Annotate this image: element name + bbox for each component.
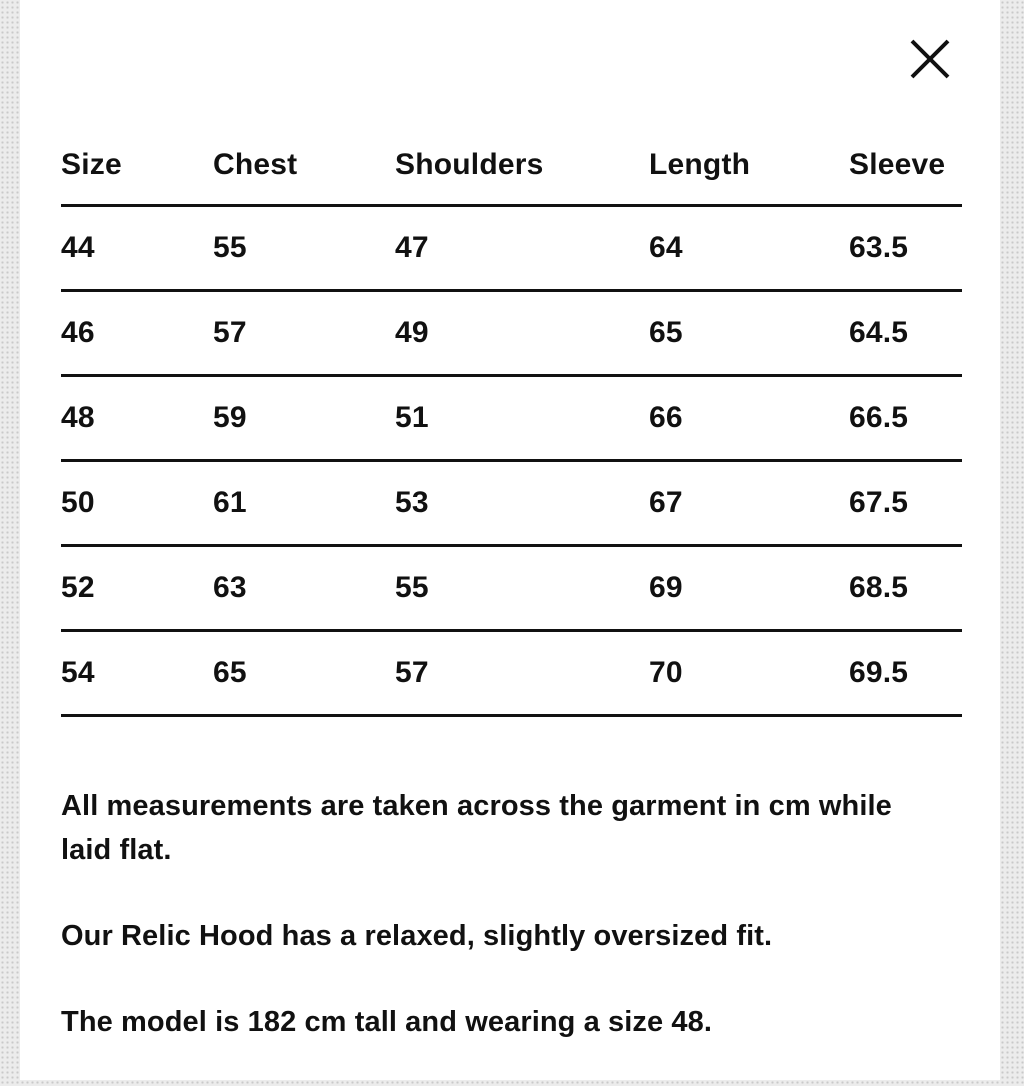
sleeve-cell: 63.5 — [849, 231, 909, 264]
column-header-shoulders: Shoulders — [395, 148, 544, 181]
table-row — [61, 462, 962, 547]
column-header-chest: Chest — [213, 148, 298, 181]
size-cell: 44 — [61, 231, 95, 264]
close-icon — [908, 37, 952, 81]
shoulders-cell: 47 — [395, 231, 429, 264]
measurement-note: All measurements are taken across the garment in cm while laid flat. — [61, 790, 892, 866]
sleeve-cell: 64.5 — [849, 316, 909, 349]
shoulders-cell: 49 — [395, 316, 429, 349]
column-header-length: Length — [649, 148, 751, 181]
length-cell: 65 — [649, 316, 683, 349]
shoulders-cell: 57 — [395, 656, 429, 689]
sleeve-cell: 68.5 — [849, 571, 909, 604]
sleeve-cell: 69.5 — [849, 656, 909, 689]
size-cell: 54 — [61, 656, 95, 689]
size-cell: 52 — [61, 571, 95, 604]
chest-cell: 63 — [213, 571, 247, 604]
length-cell: 70 — [649, 656, 683, 689]
shoulders-cell: 55 — [395, 571, 429, 604]
table-row — [61, 377, 962, 462]
size-cell: 50 — [61, 486, 95, 519]
chest-cell: 57 — [213, 316, 247, 349]
size-guide-modal — [20, 0, 1000, 1080]
model-note: The model is 182 cm tall and wearing a size 48. — [61, 1006, 713, 1038]
fit-notes — [61, 784, 941, 1086]
chest-cell: 59 — [213, 401, 247, 434]
length-cell: 64 — [649, 231, 683, 264]
length-cell: 69 — [649, 571, 683, 604]
chest-cell: 61 — [213, 486, 247, 519]
chest-cell: 55 — [213, 231, 247, 264]
shoulders-cell: 51 — [395, 401, 429, 434]
table-row — [61, 632, 962, 717]
column-header-sleeve: Sleeve — [849, 148, 946, 181]
length-cell: 67 — [649, 486, 683, 519]
size-cell: 46 — [61, 316, 95, 349]
column-header-size: Size — [61, 148, 122, 181]
close-button[interactable] — [908, 37, 952, 81]
shoulders-cell: 53 — [395, 486, 429, 519]
table-row — [61, 207, 962, 292]
chest-cell: 65 — [213, 656, 247, 689]
table-row — [61, 547, 962, 632]
table-row — [61, 292, 962, 377]
size-table — [61, 125, 962, 717]
sleeve-cell: 66.5 — [849, 401, 909, 434]
table-header-row — [61, 125, 962, 207]
size-cell: 48 — [61, 401, 95, 434]
length-cell: 66 — [649, 401, 683, 434]
fit-note: Our Relic Hood has a relaxed, slightly oversized fit. — [61, 920, 773, 952]
sleeve-cell: 67.5 — [849, 486, 909, 519]
